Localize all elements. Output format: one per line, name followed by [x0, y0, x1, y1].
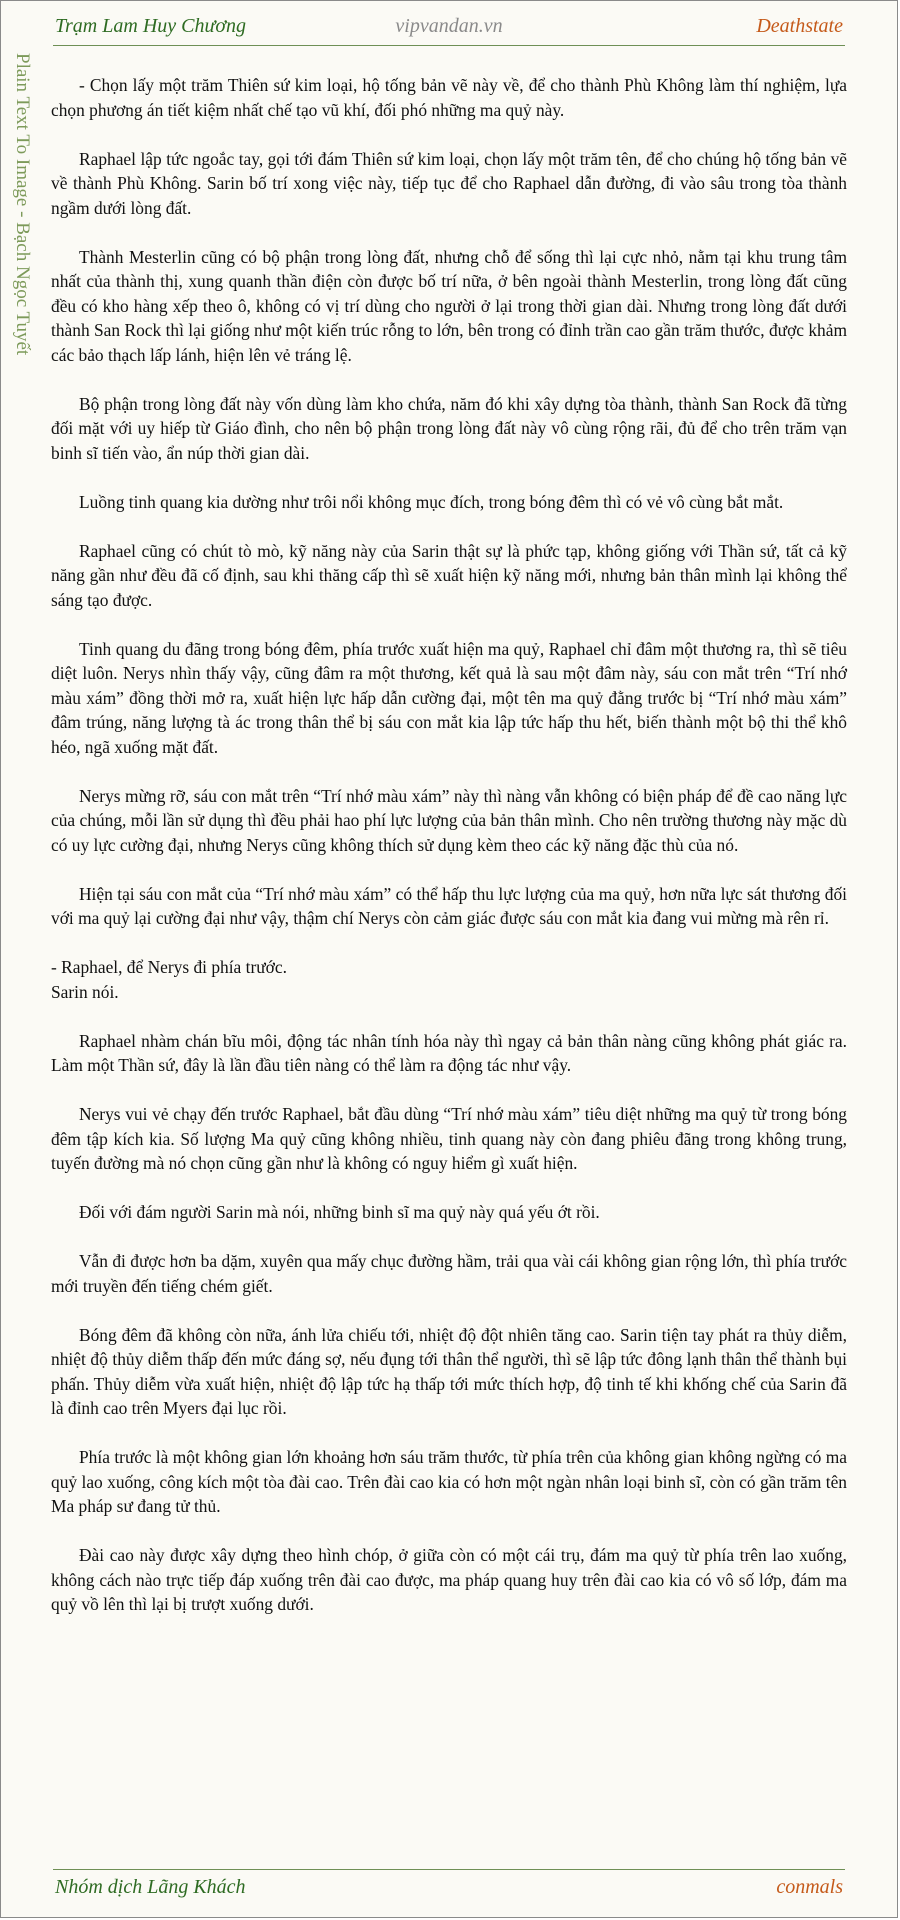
page-header	[53, 9, 845, 46]
dialogue-line: - Raphael, để Nerys đi phía trước.	[51, 957, 287, 977]
paragraph: Raphael cũng có chút tò mò, kỹ năng này của Sarin thật sự là phức tạp, không giống với Thần sứ, tất cả kỹ năng gần như đều đã cố định, sau khi thăng cấp thì sẽ xuất hiện kỹ năng mới, nhưng bản thân mình lại không thể sáng tạo được.	[51, 540, 847, 610]
paragraph: Đối với đám người Sarin mà nói, những binh sĩ ma quỷ này quá yếu ớt rồi.	[79, 1202, 600, 1222]
header-title: Trạm Lam Huy Chương	[55, 15, 247, 37]
paragraph: Luồng tinh quang kia dường như trôi nổi không mục đích, trong bóng đêm thì có vẻ vô cùng bắt mắt.	[79, 491, 784, 512]
paragraph: Bộ phận trong lòng đất này vốn dùng làm kho chứa, năm đó khi xây dựng tòa thành, thành San Rock đã từng đối mặt với uy hiếp từ Giáo đình, cho nên bộ phận trong lòng đất này vô cùng rộng rãi, đủ để cho trên trăm vạn binh sĩ tiến vào, ẩn núp thời gian dài.	[51, 393, 847, 463]
dialogue-block	[51, 955, 847, 1004]
paragraph: Raphael lập tức ngoắc tay, gọi tới đám Thiên sứ kim loại, chọn lấy một trăm tên, để cho chúng hộ tống bản vẽ về thành Phù Không. Sarin bố trí xong việc này, tiếp tục để cho Raphael dẫn đường, đi vào sâu trong tòa thành ngầm dưới lòng đất.	[51, 148, 847, 218]
sidebar-text: Plain Text To Image - Bạch Ngọc Tuyết	[12, 53, 33, 356]
footer-editor: conmals	[776, 1876, 843, 1898]
footer-translator: Nhóm dịch Lãng Khách	[55, 1876, 246, 1898]
sidebar-watermark	[3, 53, 49, 413]
dialogue-attribution: Sarin nói.	[51, 981, 119, 1002]
paragraph: Phía trước là một không gian lớn khoảng hơn sáu trăm thước, từ phía trên của không gian không ngừng có ma quỷ lao xuống, công kích một tòa đài cao. Trên đài cao kia có hơn một ngàn nhân loại binh sĩ, còn có gần trăm tên Ma pháp sư đang tử thủ.	[51, 1447, 847, 1516]
paragraph: Nerys mừng rỡ, sáu con mắt trên “Trí nhớ màu xám” này thì nàng vẫn không có biện pháp để đề cao năng lực của chúng, mỗi lần sử dụng thì đều phải hao phí lực lượng của bản thân mình. Cho nên trường thương này mặc dù có uy lực cường đại, nhưng Nerys cũng không thích sử dụng kèm theo các kỹ năng đặc thù của nó.	[51, 785, 847, 855]
paragraph: - Chọn lấy một trăm Thiên sứ kim loại, hộ tống bản vẽ này về, để cho thành Phù Không làm thí nghiệm, lựa chọn phương án tiết kiệm nhất chế tạo vũ khí, đối phó những ma quỷ này.	[51, 75, 847, 120]
paragraph: Bóng đêm đã không còn nữa, ánh lửa chiếu tới, nhiệt độ đột nhiên tăng cao. Sarin tiện tay phát ra thủy diễm, nhiệt độ thủy diễm thấp đến mức đáng sợ, nếu đụng tới thân thể người, thì sẽ lập tức đông lạnh thân thể thành bụi phấn. Thủy diễm vừa xuất hiện, nhiệt độ lập tức hạ thấp tới mức thích hợp, độ tinh tế khi khống chế của Sarin đã là đỉnh cao trên Myers đại lục rồi.	[51, 1324, 847, 1418]
paragraph: Đài cao này được xây dựng theo hình chóp, ở giữa còn có một cái trụ, đám ma quỷ từ phía trên lao xuống, không cách nào trực tiếp đáp xuống trên đài cao được, ma pháp quang huy trên đài cao kia có vô số lớp, đám ma quỷ vồ lên thì lại bị trượt xuống dưới.	[51, 1545, 847, 1614]
header-author: Deathstate	[756, 15, 843, 37]
chapter-text	[51, 73, 847, 1641]
paragraph: Thành Mesterlin cũng có bộ phận trong lòng đất, nhưng chỗ để sống thì lại cực nhỏ, nằm tại khu trung tâm nhất của thành thị, xung quanh thần điện còn được bố trí nữa, ở bên ngoài thành Mesterlin, trong lòng đất cũng đều có kho hàng xếp theo ô, không có vị trí dùng cho người ở lại trong thời gian dài. Nhưng trong lòng đất dưới thành San Rock thì lại giống như một kiến trúc rỗng to lớn, bên trong có đỉnh trần cao gần trăm thước, được khảm các bảo thạch lấp lánh, hiện lên vẻ tráng lệ.	[51, 246, 847, 365]
paragraph: Tinh quang du đãng trong bóng đêm, phía trước xuất hiện ma quỷ, Raphael chỉ đâm một thương ra, thì sẽ tiêu diệt luôn. Nerys nhìn thấy vậy, cũng đâm ra một thương, kết quả là sau một đâm này, sáu con mắt trên “Trí nhớ màu xám” đồng thời mở ra, xuất hiện lực hấp dẫn cường đại, một tên ma quỷ đằng trước bị “Trí nhớ màu xám” đâm trúng, năng lượng tà ác trong thân thể bị sáu con mắt kia lập tức hấp thu hết, biến thành một bộ thi thể khô héo, ngã xuống mặt đất.	[51, 638, 847, 757]
paragraph: Vẫn đi được hơn ba dặm, xuyên qua mấy chục đường hầm, trải qua vài cái không gian rộng lớn, thì phía trước mới truyền đến tiếng chém giết.	[51, 1251, 847, 1296]
paragraph: Nerys vui vẻ chạy đến trước Raphael, bắt đầu dùng “Trí nhớ màu xám” tiêu diệt những ma quỷ từ trong bóng đêm tập kích kia. Số lượng Ma quỷ cũng không nhiều, tinh quang này còn đang phiêu đãng trong không trung, tuyến đường mà nó chọn cũng gần như là không có nguy hiểm gì xuất hiện.	[51, 1104, 847, 1173]
paragraph: Hiện tại sáu con mắt của “Trí nhớ màu xám” có thể hấp thu lực lượng của ma quỷ, hơn nữa lực sát thương đối với ma quỷ lại cường đại như vậy, thậm chí Nerys còn cảm giác được sáu con mắt kia đang vui mừng mà rên rỉ.	[51, 883, 847, 928]
header-site: vipvandan.vn	[395, 15, 503, 37]
page-footer	[53, 1869, 845, 1910]
paragraph: Raphael nhàm chán bĩu môi, động tác nhân tính hóa này thì ngay cả bản thân nàng cũng không phát giác ra. Làm một Thần sứ, đây là lần đầu tiên nàng có thể làm ra động tác như vậy.	[51, 1030, 847, 1075]
